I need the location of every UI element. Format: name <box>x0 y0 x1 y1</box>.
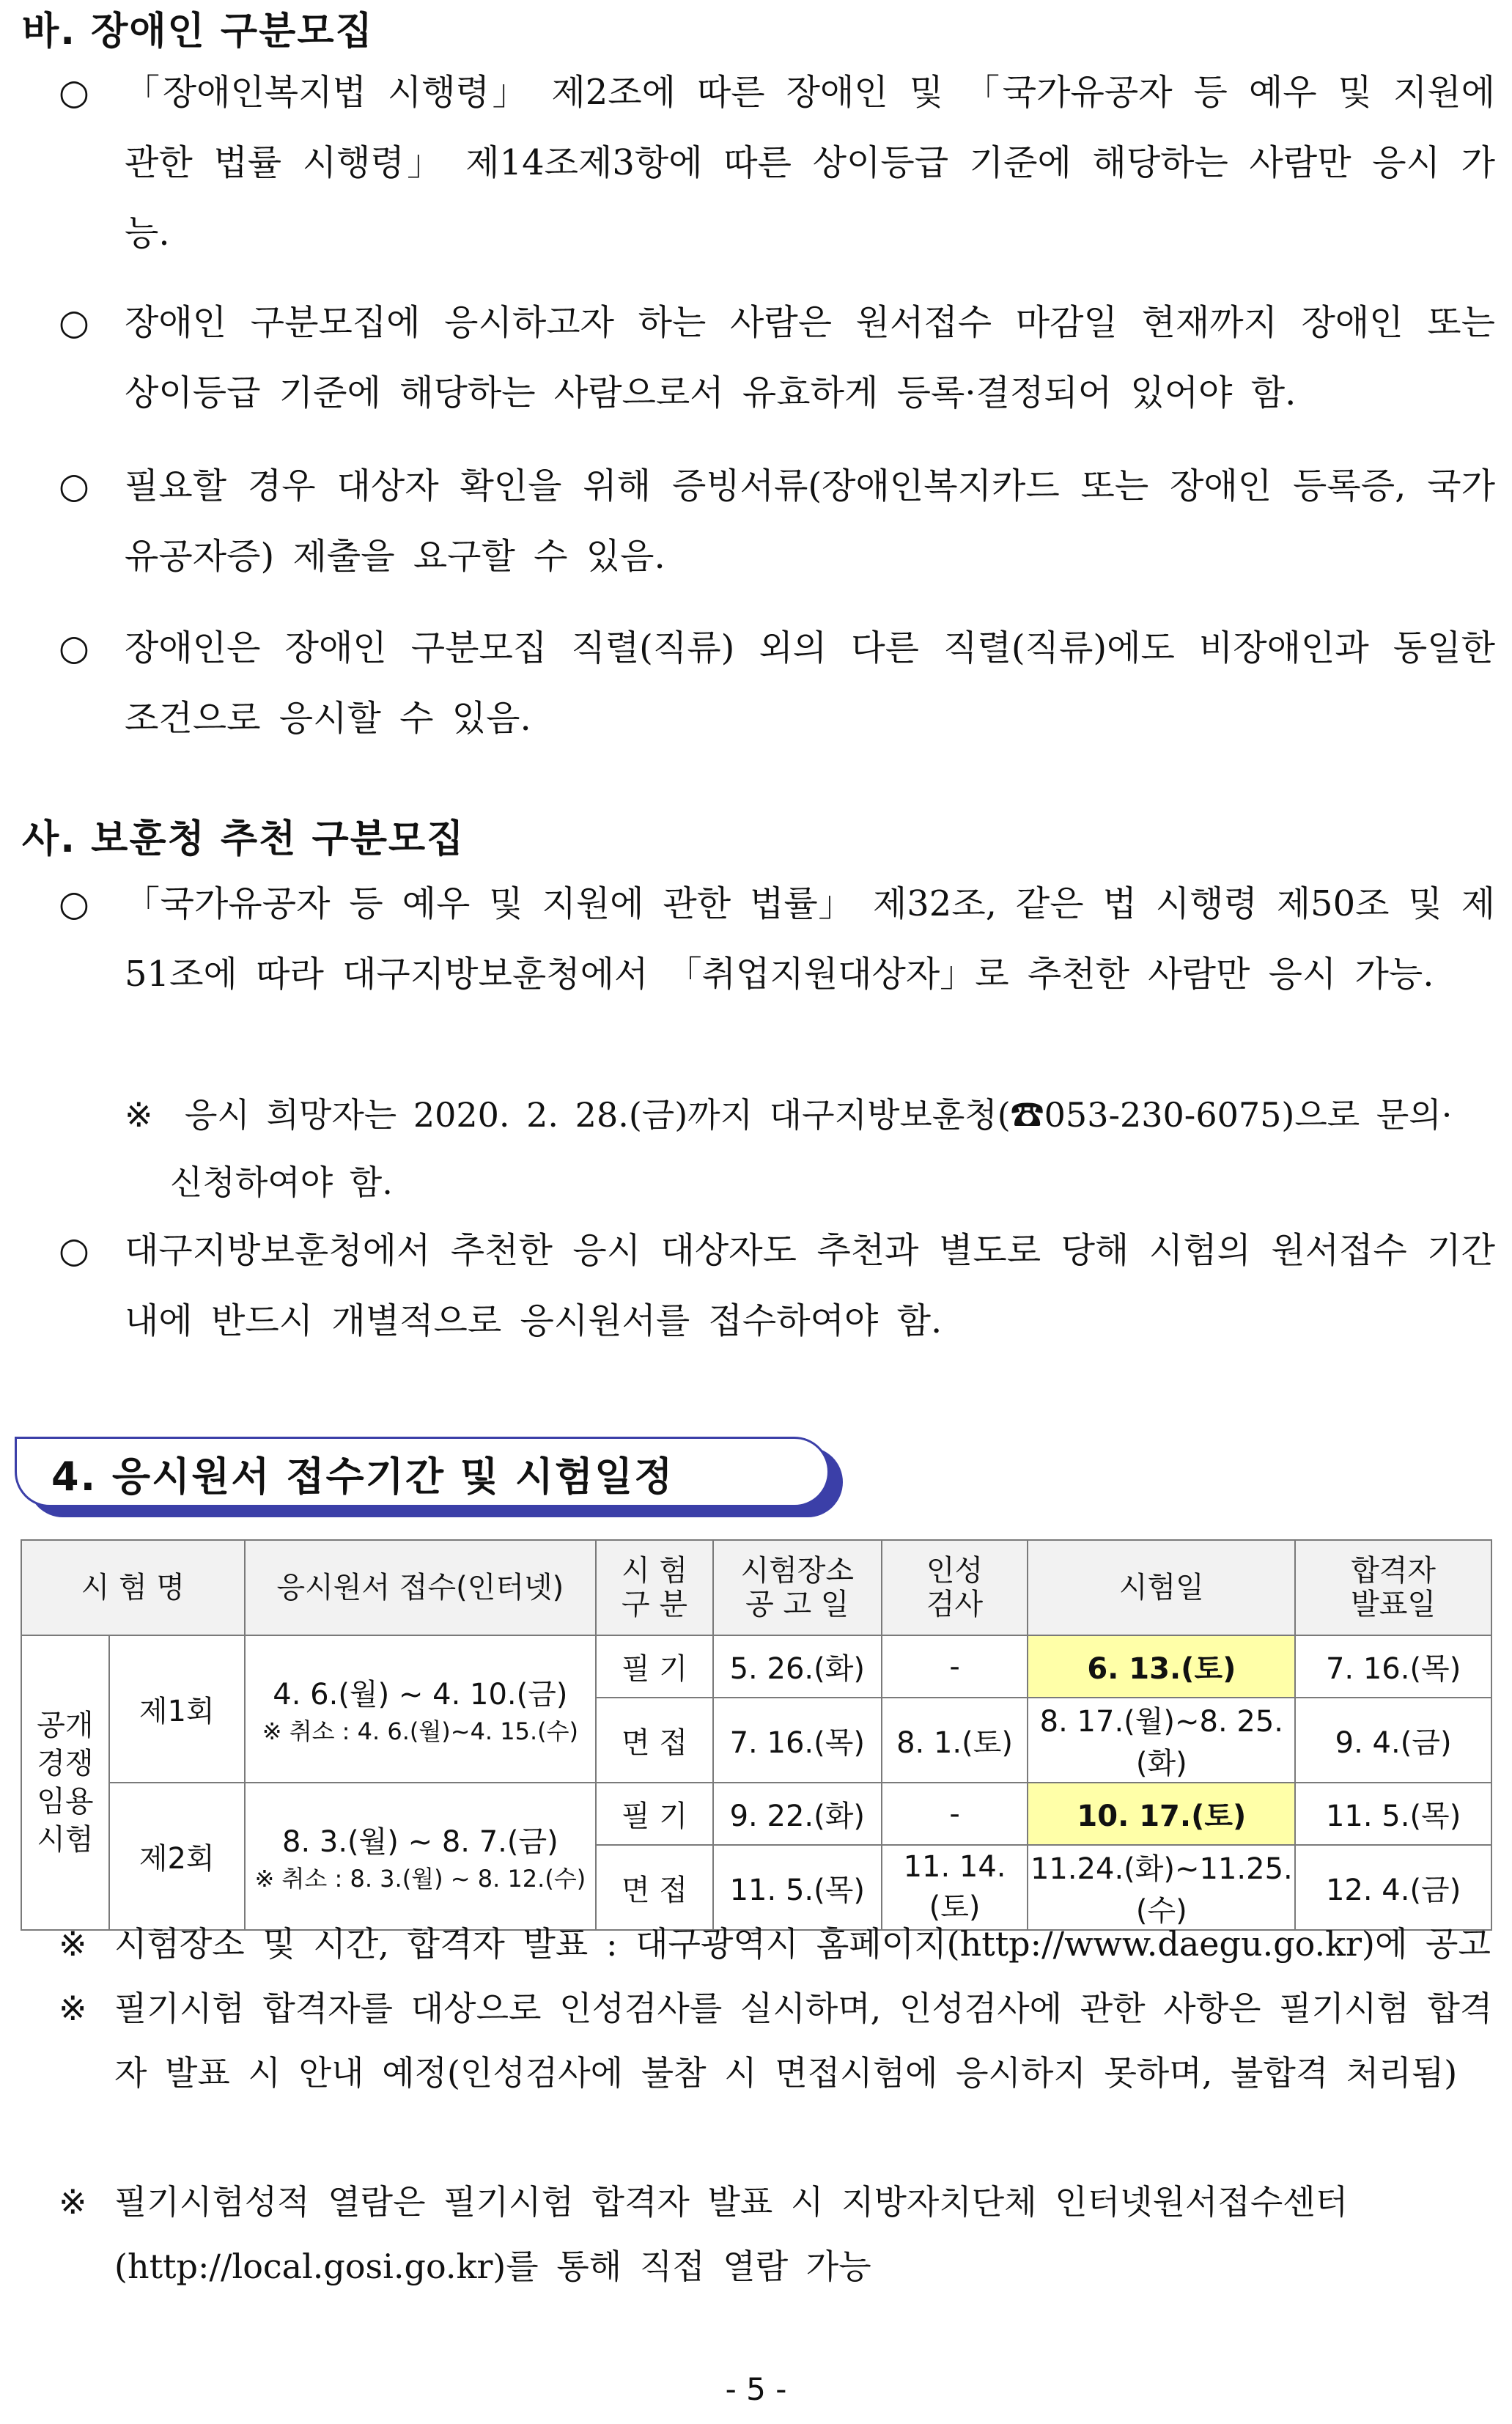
bullet-text: 「장애인복지법 시행령」 제2조에 따른 장애인 및 「국가유공자 등 예우 및 지원에 관한 법률 시행령」 제14조제3항에 따른 상이등급 기준에 해당하는 사람만 응시 가능. <box>125 72 1495 254</box>
round-2-interview-result: 12. 4.(금) <box>1295 1845 1491 1930</box>
round-2-interview-venue: 11. 5.(목) <box>713 1845 882 1930</box>
round-2-name: 제2회 <box>109 1783 245 1930</box>
round-2-interview-type: 면 접 <box>596 1845 713 1930</box>
header-result-line-2: 발표일 <box>1351 1588 1437 1621</box>
round-1-interview-venue: 7. 16.(목) <box>713 1698 882 1783</box>
header-venue-line-1: 시험장소 <box>740 1554 855 1588</box>
table-row <box>21 1635 1491 1698</box>
header-venue <box>713 1540 882 1635</box>
bullet-text: 장애인은 장애인 구분모집 직렬(직류) 외의 다른 직렬(직류)에도 비장애인과 동일한 조건으로 응시할 수 있음. <box>125 627 1495 739</box>
header-result-line-1: 합격자 <box>1351 1554 1437 1588</box>
bullet-mark: ○ <box>59 465 89 506</box>
bullet-mark: ○ <box>59 883 89 924</box>
section-ba-heading: 바. 장애인 구분모집 <box>22 10 374 54</box>
round-2-interview-aptitude: 11. 14.(토) <box>882 1845 1028 1930</box>
round-2-written-type: 필 기 <box>596 1783 713 1845</box>
header-aptitude-line-1: 인성 <box>926 1554 984 1588</box>
note-text: 필기시험성적 열람은 필기시험 합격자 발표 시 지방자치단체 인터넷원서접수센터(http://local.gosi.go.kr)를 통해 직접 열람 가능 <box>114 2182 1349 2286</box>
note-mark: ※ <box>59 2182 87 2222</box>
note-3 <box>59 2170 1495 2299</box>
note-mark: ※ <box>59 1924 87 1964</box>
note-1 <box>59 1912 1495 1976</box>
round-1-interview-type: 면 접 <box>596 1698 713 1783</box>
round-1-cancel-period: ※ 취소 : 4. 6.(월)~4. 15.(수) <box>262 1717 579 1745</box>
category-label: 공개 경쟁 임용 시험 <box>37 1709 94 1857</box>
header-aptitude-line-2: 검사 <box>926 1588 984 1621</box>
note-mark: ※ <box>125 1095 153 1135</box>
round-2-application-period: 8. 3.(월) ~ 8. 7.(금) <box>282 1825 558 1859</box>
header-type-line-1: 시 험 <box>622 1554 687 1588</box>
section-sa-bullet-2 <box>59 1215 1495 1356</box>
note-mark: ※ <box>59 1989 87 2028</box>
section-4-title: 4. 응시원서 접수기간 및 시험일정 <box>51 1454 674 1500</box>
bullet-mark: ○ <box>59 72 89 113</box>
round-2-application <box>245 1783 596 1930</box>
round-1-application <box>245 1635 596 1783</box>
round-1-written-exam-date: 6. 13.(토) <box>1028 1635 1295 1698</box>
section-sa-bullet-1 <box>59 869 1495 1009</box>
category-cell <box>21 1635 109 1930</box>
round-2-written-venue: 9. 22.(화) <box>713 1783 882 1845</box>
table-header-row <box>21 1540 1491 1635</box>
header-aptitude <box>882 1540 1028 1635</box>
round-2-interview-exam-date: 11.24.(화)~11.25.(수) <box>1028 1845 1295 1930</box>
note-line-2: 신청하여야 함. <box>170 1163 393 1202</box>
round-1-interview-result: 9. 4.(금) <box>1295 1698 1491 1783</box>
section-ba-bullet-1 <box>59 57 1495 268</box>
round-2-cancel-period: ※ 취소 : 8. 3.(월) ~ 8. 12.(수) <box>254 1865 586 1893</box>
header-type <box>596 1540 713 1635</box>
round-1-interview-aptitude: 8. 1.(토) <box>882 1698 1028 1783</box>
section-ba-bullet-3 <box>59 451 1495 592</box>
header-exam-name: 시 험 명 <box>21 1540 245 1635</box>
bullet-text: 「국가유공자 등 예우 및 지원에 관한 법률」 제32조, 같은 법 시행령 제50조 및 제51조에 따라 대구지방보훈청에서 「취업지원대상자」로 추천한 사람만 응시 가능. <box>125 883 1495 995</box>
exam-schedule-table <box>21 1539 1492 1931</box>
section-ba-bullet-4 <box>59 613 1495 754</box>
round-1-written-result: 7. 16.(목) <box>1295 1635 1491 1698</box>
page-number: - 5 - <box>725 2371 787 2407</box>
round-1-application-period: 4. 6.(월) ~ 4. 10.(금) <box>273 1678 568 1712</box>
bullet-text: 대구지방보훈청에서 추천한 응시 대상자도 추천과 별도로 당해 시험의 원서접수 기간 내에 반드시 개별적으로 응시원서를 접수하여야 함. <box>125 1230 1495 1341</box>
header-venue-line-2: 공 고 일 <box>745 1588 849 1621</box>
section-sa-heading: 사. 보훈청 추천 구분모집 <box>22 817 465 861</box>
bullet-mark: ○ <box>59 1230 89 1271</box>
note-text: 시험장소 및 시간, 합격자 발표 : 대구광역시 홈페이지(http://www.daegu.go.kr)에 공고 <box>114 1924 1491 1964</box>
round-2-written-exam-date: 10. 17.(토) <box>1028 1783 1295 1845</box>
note-line-1: 응시 희망자는 2020. 2. 28.(금)까지 대구지방보훈청(☎053-230-6075)으로 문의· <box>185 1095 1453 1135</box>
section-sa-note <box>125 1081 1495 1216</box>
table-row <box>21 1783 1491 1845</box>
header-exam-date: 시험일 <box>1028 1540 1295 1635</box>
round-1-written-aptitude: - <box>882 1635 1028 1698</box>
bullet-mark: ○ <box>59 302 89 343</box>
section-4-title-box <box>15 1437 843 1519</box>
round-2-written-aptitude: - <box>882 1783 1028 1845</box>
round-1-interview-exam-date: 8. 17.(월)~8. 25.(화) <box>1028 1698 1295 1783</box>
header-type-line-2: 구 분 <box>622 1588 687 1621</box>
bullet-mark: ○ <box>59 627 89 668</box>
round-1-written-venue: 5. 26.(화) <box>713 1635 882 1698</box>
round-2-written-result: 11. 5.(목) <box>1295 1783 1491 1845</box>
header-application: 응시원서 접수(인터넷) <box>245 1540 596 1635</box>
bullet-text: 필요할 경우 대상자 확인을 위해 증빙서류(장애인복지카드 또는 장애인 등록증, 국가유공자증) 제출을 요구할 수 있음. <box>125 465 1495 577</box>
note-text: 필기시험 합격자를 대상으로 인성검사를 실시하며, 인성검사에 관한 사항은 필기시험 합격자 발표 시 안내 예정(인성검사에 불참 시 면접시험에 응시하지 못하며, 불합격 처리됨) <box>114 1989 1493 2093</box>
round-1-name: 제1회 <box>109 1635 245 1783</box>
header-result <box>1295 1540 1491 1635</box>
section-ba-bullet-2 <box>59 287 1495 428</box>
round-1-written-type: 필 기 <box>596 1635 713 1698</box>
note-2 <box>59 1976 1495 2105</box>
bullet-text: 장애인 구분모집에 응시하고자 하는 사람은 원서접수 마감일 현재까지 장애인 또는 상이등급 기준에 해당하는 사람으로서 유효하게 등록·결정되어 있어야 함. <box>125 302 1495 413</box>
